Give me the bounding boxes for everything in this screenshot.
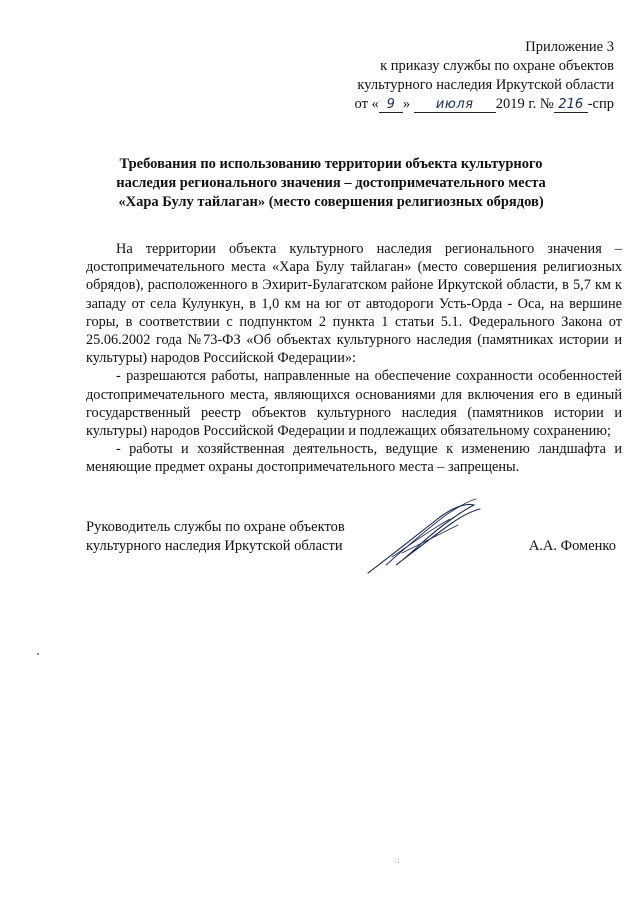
signatory-position <box>86 518 386 556</box>
order-reference-line: к приказу службы по охране объектов <box>380 58 614 74</box>
order-number-handwritten: 216 <box>554 97 588 113</box>
body-paragraph-territory: На территории объекта культурного наследия регионального значения – достопримечательного места «Хара Булу тайлаган» (место совершения религиозных обрядов), расположенного в Эхирит-Булагатском районе Иркутской области, в 5,7 км к западу от села Кулункун, в 1,0 км на юг от автодороги Усть-Орда - Оса, на вершине горы, в соответствии с подпунктом 2 пункта 1 статьи 5.1. Федерального Закона от 25.06.2002 года №73-ФЗ «Об объектах культурного наследия (памятниках истории и культуры) народов Российской Федерации»: <box>86 241 622 367</box>
scan-speck <box>398 862 399 863</box>
order-day-handwritten: 9 <box>379 97 403 113</box>
authority-line: культурного наследия Иркутской области <box>357 77 614 93</box>
order-date-line <box>274 95 614 114</box>
body-paragraph-prohibited: - работы и хозяйственная деятельность, ведущие к изменению ландшафта и меняющие предмет охраны достопримечательного места – запрещены. <box>86 441 622 476</box>
order-year: 2019 г. № <box>495 96 554 112</box>
document-title: Требования по использованию территории объекта культурного наследия регионального значения – достопримечательного места «Хара Булу тайлаган» (место совершения религиозных обрядов) <box>116 156 546 210</box>
order-suffix: -спр <box>587 96 614 112</box>
appendix-number: Приложение 3 <box>525 39 614 55</box>
signatory-position-line2: культурного наследия Иркутской области <box>86 538 343 554</box>
signatory-position-line1: Руководитель службы по охране объектов <box>86 519 345 535</box>
document-body <box>86 240 622 477</box>
order-prefix: от « <box>354 96 379 112</box>
scan-speck <box>37 653 39 655</box>
body-paragraph-permitted: - разрешаются работы, направленные на обеспечение сохранности особенностей достопримечательного места, являющихся основаниями для включения его в единый государственный реестр объектов культурного наследия (памятников истории и культуры) народов Российской Федерации и подлежащих обязательному сохранению; <box>86 368 622 440</box>
order-month-handwritten: июля <box>414 97 496 113</box>
order-mid: » <box>402 96 411 112</box>
appendix-header <box>274 38 614 114</box>
handwritten-signature <box>362 495 492 580</box>
signatory-name: А.А. Фоменко <box>528 538 616 554</box>
